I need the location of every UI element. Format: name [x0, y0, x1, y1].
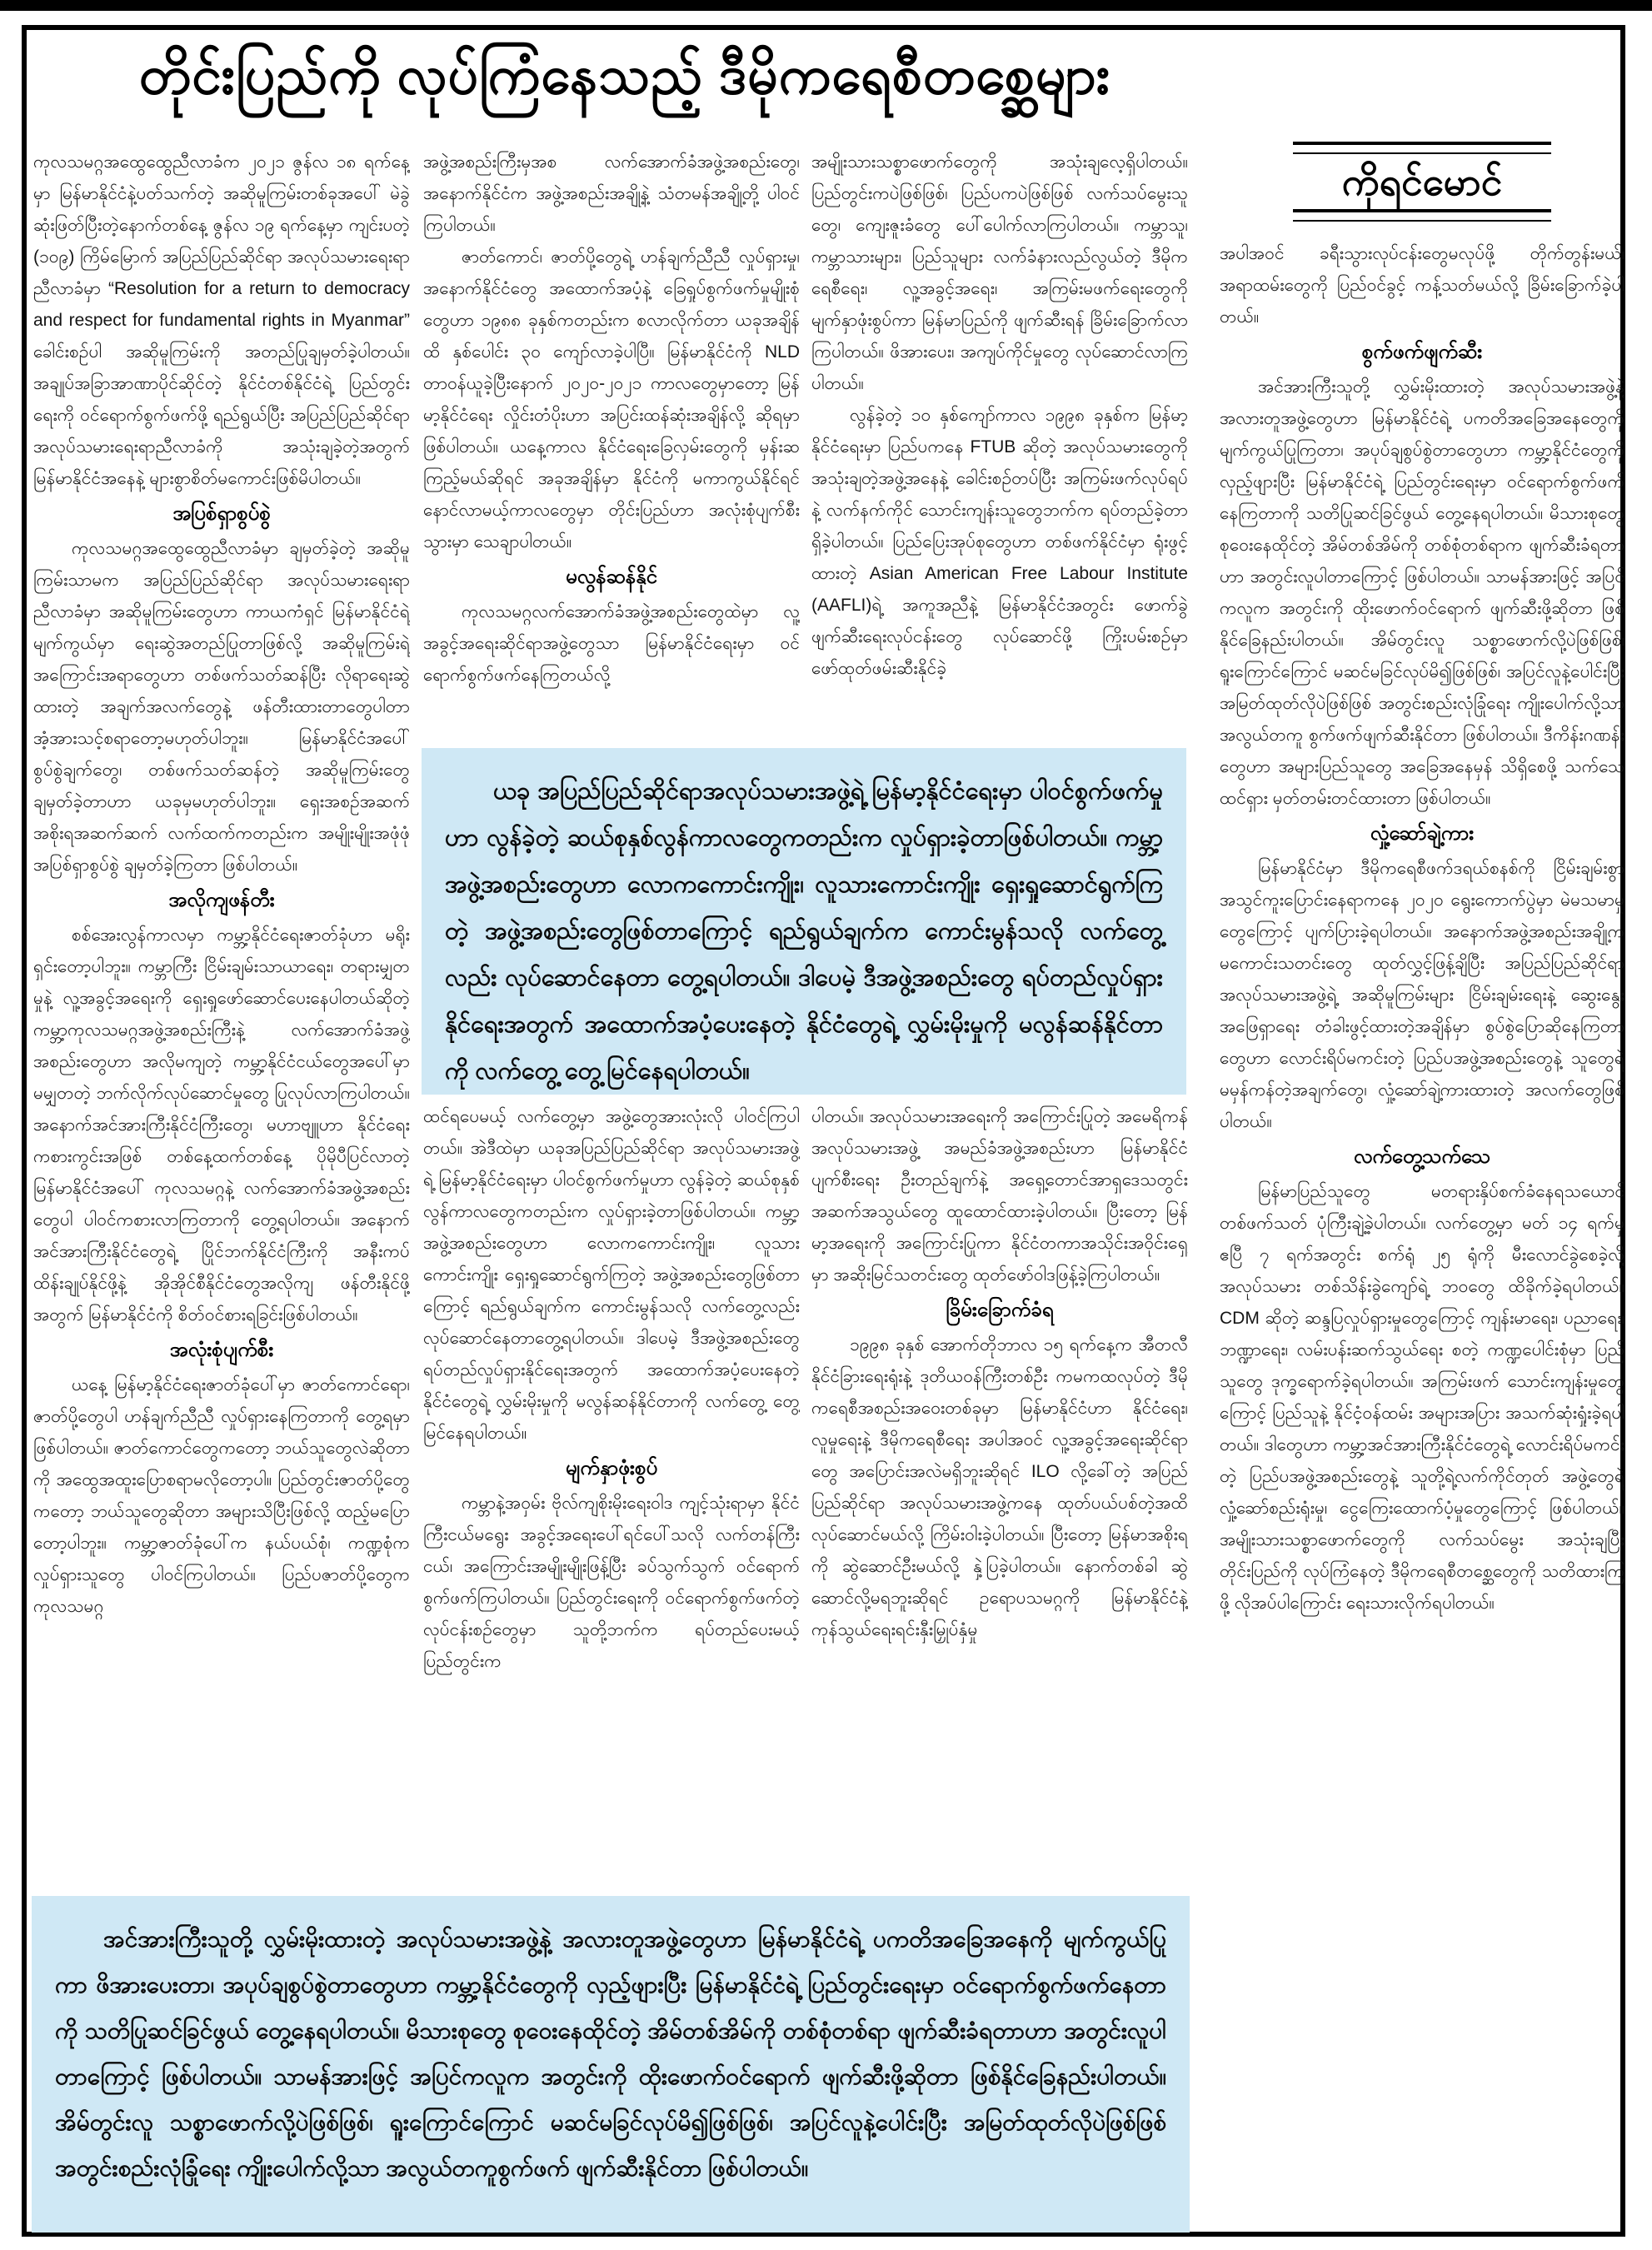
byline-box [1293, 142, 1551, 222]
top-edge-bar [0, 0, 1652, 11]
section-heading: မလွန်ဆန်နိုင် [566, 566, 657, 588]
body-paragraph: ယနေ့ မြန်မာ့နိုင်ငံရေးဇာတ်ခုံပေါ်မှာ ဇာတ်ကောင်ရော၊ ဇာတ်ပို့တွေပါ ဟန်ချက်ညီညီ လှုပ်ရှားနေကြတာကို တွေ့ရမှာဖြစ်ပါတယ်။ ဇာတ်ကောင်တွေကတော့ ဘယ်သူတွေလဲဆိုတာကို အထွေအထူးပြောစရာမလိုတော့ပါ။ ပြည်တွင်းဇာတ်ပို့တွေကတော့ ဘယ်သူတွေဆိုတာ အများသိပြီးဖြစ်လို့ ထည့်မပြောတော့ပါဘူး။ ကမ္ဘာ့ဇာတ်ခုံပေါ်က နယ်ပယ်စုံ၊ ကဏ္ဍစုံက လှုပ်ရှားသူတွေ ပါဝင်ကြပါတယ်။ ပြည်ပဇာတ်ပို့တွေက ကုလသမဂ္ဂ [33, 1375, 410, 1616]
column-4-flow [1220, 238, 1625, 1619]
body-paragraph: ကုလသမဂ္ဂလက်အောက်ခံအဖွဲ့အစည်းတွေထဲမှာ လူ့အခွင့်အရေးဆိုင်ရာအဖွဲ့တွေသာ မြန်မာနိုင်ငံရေးမှာ ဝင်ရောက်စွက်ဖက်နေကြတယ်လို့ [423, 602, 800, 685]
body-paragraph: ထင်ရပေမယ့် လက်တွေ့မှာ အဖွဲ့တွေအားလုံးလို ပါဝင်ကြပါတယ်။ အဲဒီထဲမှာ ယခုအပြည်ပြည်ဆိုင်ရာ အလုပ်သမားအဖွဲ့ရဲ့ မြန်မာ့နိုင်ငံရေးမှာ ပါဝင်စွက်ဖက်မှုဟာ လွန်ခဲ့တဲ့ ဆယ်စုနှစ်လွန်ကာလတွေကတည်းက လှုပ်ရှားခဲ့တာဖြစ်ပါတယ်။ ကမ္ဘာ့အဖွဲ့အစည်းတွေဟာ လောကကောင်းကျိုး၊ လူသားကောင်းကျိုး ရှေးရှုဆောင်ရွက်ကြတဲ့ အဖွဲ့အစည်းတွေဖြစ်တာကြောင့် ရည်ရွယ်ချက်က ကောင်းမွန်သလို လက်တွေ့လည်း လုပ်ဆောင်နေတာတွေ့ရပါတယ်။ ဒါပေမဲ့ ဒီအဖွဲ့အစည်းတွေ ရပ်တည်လှုပ်ရှားနိုင်ရေးအတွက် အထောက်အပံ့ပေးနေတဲ့ နိုင်ငံတွေရဲ့ လွှမ်းမိုးမှုကို မလွန်ဆန်နိုင်တာကို လက်တွေ့ တွေ့မြင်နေရပါတယ်။ [423, 1107, 800, 1443]
author-byline: ကိုရင်မောင် [1341, 160, 1503, 203]
section-heading: လက်တွေ့သက်သေ [1353, 1145, 1491, 1168]
body-paragraph: အဖွဲ့အစည်းကြီးမှအစ လက်အောက်ခံအဖွဲ့အစည်းတွေ၊ အနောက်နိုင်ငံက အဖွဲ့အစည်းအချို့နဲ့ သံတမန်အချို့တို့ ပါဝင်ကြပါတယ်။ [423, 152, 800, 235]
text-column-3-bottom [811, 1101, 1188, 1884]
body-paragraph: ကုလသမဂ္ဂအထွေထွေညီလာခံက ၂၀၂၁ ဇွန်လ ၁၈ ရက်နေ့မှာ မြန်မာနိုင်ငံနဲ့ပတ်သက်တဲ့ အဆိုမူကြမ်းတစ်ခုအပေါ် မဲခွဲဆုံးဖြတ်ပြီးတဲ့နောက်တစ်နေ့ ဇွန်လ ၁၉ ရက်နေ့မှာ ကျင်းပတဲ့ (၁၀၉) ကြိမ်မြောက် အပြည်ပြည်ဆိုင်ရာ အလုပ်သမားရေးရာညီလာခံမှာ “Resolution for a return to democracy and respect for fundamental rights in Myanmar” ခေါင်းစဉ်ပါ အဆိုမူကြမ်းကို အတည်ပြုချမှတ်ခဲ့ပါတယ်။ အချုပ်အခြာအာဏာပိုင်ဆိုင်တဲ့ နိုင်ငံတစ်နိုင်ငံရဲ့ ပြည်တွင်းရေးကို ဝင်ရောက်စွက်ဖက်ဖို့ ရည်ရွယ်ပြီး အပြည်ပြည်ဆိုင်ရာ အလုပ်သမားရေးရာညီလာခံကို အသုံးချခဲ့တဲ့အတွက် မြန်မာနိုင်ငံအနေနဲ့ များစွာစိတ်မကောင်းဖြစ်မိပါတယ်။ [33, 152, 410, 488]
text-column-2-bottom [423, 1101, 800, 1884]
body-paragraph: ကမ္ဘာနဲ့အဝှမ်း ဗိုလ်ကျစိုးမိုးရေးဝါဒ ကျင့်သုံးရာမှာ နိုင်ငံကြီးငယ်မရွေး အခွင့်အရေးပေါ်ရင်ပေါ်သလို လက်တန်ကြီးငယ်၊ အကြောင်းအမျိုးမျိုးဖြန့်ပြီး ခပ်သွက်သွက် ဝင်ရောက်စွက်ဖက်ကြပါတယ်။ ပြည်တွင်းရေးကို ဝင်ရောက်စွက်ဖက်တဲ့ လုပ်ငန်းစဉ်တွေမှာ သူတို့ဘက်က ရပ်တည်ပေးမယ့် ပြည်တွင်းက [423, 1494, 800, 1671]
body-paragraph: ကုလသမဂ္ဂအထွေထွေညီလာခံမှာ ချမှတ်ခဲ့တဲ့ အဆိုမူကြမ်းသာမက အပြည်ပြည်ဆိုင်ရာ အလုပ်သမားရေးရာညီလာခံမှာ အဆိုမူကြမ်းတွေဟာ ကာယကံရှင် မြန်မာနိုင်ငံရဲ့မျက်ကွယ်မှာ ရေးဆွဲအတည်ပြုတာဖြစ်လို့ အဆိုမူကြမ်းရဲ့ အကြောင်းအရာတွေဟာ တစ်ဖက်သတ်ဆန်ပြီး လိုရာရေးဆွဲထားတဲ့ အချက်အလက်တွေနဲ့ ဖန်တီးထားတာတွေပါတာ အံ့အားသင့်စရာတော့မဟုတ်ပါဘူး။ မြန်မာနိုင်ငံအပေါ် စွပ်စွဲချက်တွေ၊ တစ်ဖက်သတ်ဆန်တဲ့ အဆိုမူကြမ်းတွေ ချမှတ်ခဲ့တာဟာ ယခုမှမဟုတ်ပါဘူး။ ရှေးအစဉ်အဆက် အစိုးရအဆက်ဆက် လက်ထက်ကတည်းက အမျိုးမျိုးအဖုံဖုံ အပြစ်ရှာစွပ်စွဲ ချမှတ်ခဲ့ကြတာ ဖြစ်ပါတယ်။ [33, 539, 410, 875]
section-heading: စွက်ဖက်ဖျက်ဆီး [1361, 341, 1483, 363]
body-paragraph: ဇာတ်ကောင်၊ ဇာတ်ပို့တွေရဲ့ ဟန်ချက်ညီညီ လှုပ်ရှားမှု၊ အနောက်နိုင်ငံတွေ အထောက်အပံ့နဲ့ ခြေရှုပ်စွက်ဖက်မှုမျိုးစုံတွေဟာ ၁၉၈၈ ခုနှစ်ကတည်းက စလာလိုက်တာ ယခုအချိန်ထိ နှစ်ပေါင်း ၃၀ ကျော်လာခဲ့ပါပြီ။ မြန်မာနိုင်ငံကို NLD တာဝန်ယူခဲ့ပြီးနောက် ၂၀၂၀-၂၀၂၁ ကာလတွေမှာတော့ မြန်မာ့နိုင်ငံရေး လှိုင်းတံပိုးဟာ အပြင်းထန်ဆုံးအချိန်လို့ ဆိုရမှာဖြစ်ပါတယ်။ ယနေ့ကာလ နိုင်ငံရေးခြေလှမ်းတွေကို မှန်းဆကြည့်မယ်ဆိုရင် အခုအချိန်မှာ နိုင်ငံကို မကာကွယ်နိုင်ရင် နောင်လာမယ့်ကာလတွေမှာ တိုင်းပြည်ဟာ အလုံးစုံပျက်စီးသွားမှာ သေချာပါတယ်။ [423, 247, 800, 551]
body-paragraph: အမျိုးသားသစ္စာဖောက်တွေကို အသုံးချလေ့ရှိပါတယ်။ ပြည်တွင်းကပဲဖြစ်ဖြစ်၊ ပြည်ပကပဲဖြစ်ဖြစ် လက်သပ်မွေးသူတွေ၊ ကျေးဇူးခံတွေ ပေါ်ပေါက်လာကြပါတယ်။ ကမ္ဘာသူ၊ ကမ္ဘာသားများ၊ ပြည်သူများ လက်ခံနားလည်လွယ်တဲ့ ဒီမိုကရေစီရေး၊ လူ့အခွင့်အရေး၊ အကြမ်းမဖက်ရေးတွေကို မျက်နှာဖုံးစွပ်ကာ မြန်မာပြည်ကို ဖျက်ဆီးရန် ခြိမ်းခြောက်လာကြပါတယ်။ ဖိအားပေး၊ အကျပ်ကိုင်မှုတွေ လုပ်ဆောင်လာကြပါတယ်။ [811, 152, 1188, 393]
byline-rule-top [1293, 142, 1551, 154]
body-paragraph: အင်အားကြီးသူတို့ လွှမ်းမိုးထားတဲ့ အလုပ်သမားအဖွဲ့နဲ့ အလားတူအဖွဲ့တွေဟာ မြန်မာနိုင်ငံရဲ့ ပကတိအခြေအနေတွေကို မျက်ကွယ်ပြုကြတာ၊ အပုပ်ချစွပ်စွဲတာတွေဟာ ကမ္ဘာ့နိုင်ငံတွေကို လှည့်ဖျားပြီး မြန်မာနိုင်ငံရဲ့ ပြည်တွင်းရေးမှာ ဝင်ရောက်စွက်ဖက်နေကြတာကို သတိပြုဆင်ခြင်ဖွယ် တွေ့နေရပါတယ်။ မိသားစုတွေ စုဝေးနေထိုင်တဲ့ အိမ်တစ်အိမ်ကို တစ်စုံတစ်ရာက ဖျက်ဆီးခံရတာဟာ အတွင်းလူပါတာကြောင့် ဖြစ်ပါတယ်။ သာမန်အားဖြင့် အပြင်ကလူက အတွင်းကို ထိုးဖောက်ဝင်ရောက် ဖျက်ဆီးဖို့ဆိုတာ ဖြစ်နိုင်ခြေနည်းပါတယ်။ အိမ်တွင်းလူ သစ္စာဖောက်လို့ပဲဖြစ်ဖြစ်၊ ရူးကြောင်ကြောင် မဆင်မခြင်လုပ်မိ၍ဖြစ်ဖြစ်၊ အပြင်လူနဲ့ပေါင်းပြီး အမြတ်ထုတ်လိုပဲဖြစ်ဖြစ် အတွင်းစည်းလုံခြုံရေး ကျိုးပေါက်လို့သာ အလွယ်တကူ စွက်ဖက်ဖျက်ဆီးနိုင်တာ ဖြစ်ပါတယ်။ ဒီကိန်းဂဏန်းတွေဟာ အများပြည်သူတွေ အခြေအနေမှန် သိရှိစေဖို့ သက်သေထင်ရှား မှတ်တမ်းတင်ထားတာ ဖြစ်ပါတယ်။ [1220, 377, 1625, 808]
body-paragraph: လွန်ခဲ့တဲ့ ၁၀ နှစ်ကျော်ကာလ ၁၉၉၈ ခုနှစ်က မြန်မာ့နိုင်ငံရေးမှာ ပြည်ပကနေ FTUB ဆိုတဲ့ အလုပ်သမားတွေကို အသုံးချတဲ့အဖွဲ့အနေနဲ့ ခေါင်းစဉ်တပ်ပြီး အကြမ်းဖက်လုပ်ရပ်နဲ့ လက်နက်ကိုင် သောင်းကျန်းသူတွေဘက်က ရပ်တည်ခဲ့တာ ရှိခဲ့ပါတယ်။ ပြည်ပြေးအုပ်စုတွေဟာ တစ်ဖက်နိုင်ငံမှာ ရုံးဖွင့်ထားတဲ့ Asian American Free Labour Institute (AAFLI)ရဲ့ အကူအညီနဲ့ မြန်မာနိုင်ငံအတွင်း ဖောက်ခွဲဖျက်ဆီးရေးလုပ်ငန်းတွေ လုပ်ဆောင်ဖို့ ကြိုးပမ်းစဉ်မှာ ဖော်ထုတ်ဖမ်းဆီးနိုင်ခဲ့ [811, 406, 1188, 678]
section-heading: မျက်နှာဖုံးစွပ် [565, 1457, 658, 1479]
section-heading: လှုံ့ဆော်ချဲ့ကား [1370, 822, 1475, 845]
text-column-2-top [423, 147, 800, 743]
pull-quote-middle: ယခု အပြည်ပြည်ဆိုင်ရာအလုပ်သမားအဖွဲ့ရဲ့ မြန်မာ့နိုင်ငံရေးမှာ ပါဝင်စွက်ဖက်မှုဟာ လွန်ခဲ့တဲ့ ဆယ်စုနှစ်လွန်ကာလတွေကတည်းက လှုပ်ရှားခဲ့တာဖြစ်ပါတယ်။ ကမ္ဘာ့အဖွဲ့အစည်းတွေဟာ လောကကောင်းကျိုး၊ လူသားကောင်းကျိုး ရှေးရှုဆောင်ရွက်ကြတဲ့ အဖွဲ့အစည်းတွေဖြစ်တာကြောင့် ရည်ရွယ်ချက်က ကောင်းမွန်သလို လက်တွေ့လည်း လုပ်ဆောင်နေတာ တွေ့ရပါတယ်။ ဒါပေမဲ့ ဒီအဖွဲ့အစည်းတွေ ရပ်တည်လှုပ်ရှားနိုင်ရေးအတွက် အထောက်အပံ့ပေးနေတဲ့ နိုင်ငံတွေရဲ့ လွှမ်းမိုးမှုကို မလွန်ဆန်နိုင်တာကို လက်တွေ့ တွေ့မြင်နေရပါတယ်။ [422, 748, 1186, 1095]
text-column-1 [33, 147, 410, 1884]
article-title: တိုင်းပြည်ကို လုပ်ကြံနေသည့် ဒီမိုကရေစီတစ္ဆေများ [138, 45, 1111, 105]
section-heading: အလုံးစုံပျက်စီး [169, 1339, 274, 1361]
section-heading: အလိုကျဖန်တီး [168, 889, 275, 911]
body-paragraph: ၁၉၉၈ ခုနှစ် အောက်တိုဘာလ ၁၅ ရက်နေ့က အီတလီနိုင်ငံခြားရေးရုံးနဲ့ ဒုတိယဝန်ကြီးတစ်ဦး ကမကထလုပ်တဲ့ ဒီမိုကရေစီအစည်းအဝေးတစ်ခုမှာ မြန်မာနိုင်ငံဟာ နိုင်ငံရေး၊ လူမှုရေးနဲ့ ဒီမိုကရေစီရေး အပါအဝင် လူ့အခွင့်အရေးဆိုင်ရာတွေ အပြောင်းအလဲမရှိဘူးဆိုရင် ILO လို့ခေါ်တဲ့ အပြည်ပြည်ဆိုင်ရာ အလုပ်သမားအဖွဲ့ကနေ ထုတ်ပယ်ပစ်တဲ့အထိ လုပ်ဆောင်မယ်လို့ ကြိမ်းဝါးခဲ့ပါတယ်။ ပြီးတော့ မြန်မာအစိုးရကို ဆွဲဆောင်ဦးမယ်လို့ နှဲ့ပြခဲ့ပါတယ်။ နောက်တစ်ခါ ဆွဲဆောင်လို့မရဘူးဆိုရင် ဥရောပသမဂ္ဂကို မြန်မာနိုင်ငံနဲ့ ကုန်သွယ်ရေးရင်းနှီးမြှုပ်နှံမှု [811, 1335, 1188, 1639]
pull-quote-bottom: အင်အားကြီးသူတို့ လွှမ်းမိုးထားတဲ့ အလုပ်သမားအဖွဲ့နဲ့ အလားတူအဖွဲ့တွေဟာ မြန်မာနိုင်ငံရဲ့ ပကတိအခြေအနေကို မျက်ကွယ်ပြုကာ ဖိအားပေးတာ၊ အပုပ်ချစွပ်စွဲတာတွေဟာ ကမ္ဘာ့နိုင်ငံတွေကို လှည့်ဖျားပြီး မြန်မာနိုင်ငံရဲ့ ပြည်တွင်းရေးမှာ ဝင်ရောက်စွက်ဖက်နေတာကို သတိပြုဆင်ခြင်ဖွယ် တွေ့နေရပါတယ်။ မိသားစုတွေ စုဝေးနေထိုင်တဲ့ အိမ်တစ်အိမ်ကို တစ်စုံတစ်ရာ ဖျက်ဆီးခံရတာဟာ အတွင်းလူပါတာကြောင့် ဖြစ်ပါတယ်။ သာမန်အားဖြင့် အပြင်ကလူက အတွင်းကို ထိုးဖောက်ဝင်ရောက် ဖျက်ဆီးဖို့ဆိုတာ ဖြစ်နိုင်ခြေနည်းပါတယ်။ အိမ်တွင်းလူ သစ္စာဖောက်လို့ပဲဖြစ်ဖြစ်၊ ရူးကြောင်ကြောင် မဆင်မခြင်လုပ်မိ၍ဖြစ်ဖြစ်၊ အပြင်လူနဲ့ပေါင်းပြီး အမြတ်ထုတ်လိုပဲဖြစ်ဖြစ် အတွင်းစည်းလုံခြုံရေး ကျိုးပေါက်လို့သာ အလွယ်တကူစွက်ဖက် ဖျက်ဆီးနိုင်တာ ဖြစ်ပါတယ်။ [32, 1896, 1190, 2233]
body-paragraph: အပါအဝင် ခရီးသွားလုပ်ငန်းတွေမလုပ်ဖို့ တိုက်တွန်းမယ်၊ အရာထမ်းတွေကို ပြည်ဝင်ခွင့် ကန့်သတ်မယ်လို့ ခြိမ်းခြောက်ခဲ့ပါတယ်။ [1220, 244, 1625, 327]
body-paragraph: မြန်မာနိုင်ငံမှာ ဒီမိုကရေစီဖက်ဒရယ်စနစ်ကို ငြိမ်းချမ်းစွာ အသွင်ကူးပြောင်းနေရာကနေ ၂၀၂၀ ရွေးကောက်ပွဲမှာ မဲမသမာမှုတွေကြောင့် ပျက်ပြားခဲ့ရပါတယ်။ အနောက်အဖွဲ့အစည်းအချို့က မကောင်းသတင်းတွေ ထုတ်လွှင့်ဖြန့်ချိပြီး အပြည်ပြည်ဆိုင်ရာ အလုပ်သမားအဖွဲ့ရဲ့ အဆိုမူကြမ်းများ ငြိမ်းချမ်းရေးနဲ့ ဆွေးနွေးအဖြေရှာရေး တံခါးဖွင့်ထားတဲ့အချိန်မှာ စွပ်စွဲပြောဆိုနေကြတာတွေဟာ လောင်းရိပ်မကင်းတဲ့ ပြည်ပအဖွဲ့အစည်းတွေနဲ့ သူတွေရဲ့ မမှန်ကန်တဲ့အချက်တွေ၊ လှုံ့ဆော်ချဲ့ကားထားတဲ့ အလက်တွေဖြစ်ပါတယ်။ [1220, 859, 1625, 1131]
body-paragraph: မြန်မာပြည်သူတွေ မတရားနှိပ်စက်ခံနေရသယောင် တစ်ဖက်သတ် ပုံကြီးချဲ့ခဲ့ပါတယ်။ လက်တွေ့မှာ မတ် ၁၄ ရက်မှ ဧပြီ ၇ ရက်အတွင်း စက်ရုံ ၂၅ ရုံကို မီးလောင်ခွဲစေခဲ့လို့ အလုပ်သမား တစ်သိန်းခွဲကျော်ရဲ့ ဘဝတွေ ထိခိုက်ခဲ့ရပါတယ်။ CDM ဆိုတဲ့ ဆန္ဒပြလှုပ်ရှားမှုတွေကြောင့် ကျန်းမာရေး၊ ပညာရေး၊ ဘဏ္ဍာရေး၊ လမ်းပန်းဆက်သွယ်ရေး စတဲ့ ကဏ္ဍပေါင်းစုံမှာ ပြည်သူတွေ ဒုက္ခရောက်ခဲ့ရပါတယ်။ အကြမ်းဖက် သောင်းကျန်းမှုတွေကြောင့် ပြည်သူနဲ့ နိုင်ငံ့ဝန်ထမ်း အများအပြား အသက်ဆုံးရှုံးခဲ့ရပါတယ်။ ဒါတွေဟာ ကမ္ဘာ့အင်အားကြီးနိုင်ငံတွေရဲ့ လောင်းရိပ်မကင်းတဲ့ ပြည်ပအဖွဲ့အစည်းတွေနဲ့ သူတို့ရဲ့လက်ကိုင်တုတ် အဖွဲ့တွေရဲ့ လှုံ့ဆော်စည်းရုံးမှု၊ ငွေကြေးထောက်ပံ့မှုတွေကြောင့် ဖြစ်ပါတယ်။ အမျိုးသားသစ္စာဖောက်တွေကို လက်သပ်မွေး အသုံးချပြီး တိုင်းပြည်ကို လုပ်ကြံနေတဲ့ ဒီမိုကရေစီတစ္ဆေတွေကို သတိထားကြဖို့ လိုအပ်ပါကြောင်း ရေးသားလိုက်ရပါတယ်။ [1220, 1182, 1625, 1613]
text-column-3-top [811, 147, 1188, 743]
text-column-4 [1220, 140, 1625, 2231]
section-heading: အပြစ်ရှာစွပ်စွဲ [172, 502, 271, 525]
body-paragraph: စစ်အေးလွန်ကာလမှာ ကမ္ဘာ့နိုင်ငံရေးဇာတ်ခုံဟာ မရိုးရှင်းတော့ပါဘူး။ ကမ္ဘာကြီး ငြိမ်းချမ်းသာယာရေး၊ တရားမျှတမှုနဲ့ လူ့အခွင့်အရေးကို ရှေးရှုဖော်ဆောင်ပေးနေပါတယ်ဆိုတဲ့ ကမ္ဘာ့ကုလသမဂ္ဂအဖွဲ့အစည်းကြီးနဲ့ လက်အောက်ခံအဖွဲ့အစည်းတွေဟာ အလိုမကျတဲ့ ကမ္ဘာ့နိုင်ငံငယ်တွေအပေါ်မှာ မမျှတတဲ့ ဘက်လိုက်လုပ်ဆောင်မှုတွေ ပြုလုပ်လာကြပါတယ်။ အနောက်အင်အားကြီးနိုင်ငံကြီးတွေ၊ မဟာဗျူဟာ နိုင်ငံရေးကစားကွင်းအဖြစ် တစ်နေ့ထက်တစ်နေ့ ပိုမိုပီပြင်လာတဲ့ မြန်မာနိုင်ငံအပေါ် ကုလသမဂ္ဂနဲ့ လက်အောက်ခံအဖွဲ့အစည်းတွေပါ ပါဝင်ကစားလာကြတာကို တွေ့ရပါတယ်။ အနောက်အင်အားကြီးနိုင်ငံတွေရဲ့ ပြိုင်ဘက်နိုင်ငံကြီးကို အနီးကပ်ထိန်းချုပ်နိုင်ဖို့နဲ့ အိုအိုင်စီနိုင်ငံတွေအလိုကျ ဖန်တီးနိုင်ဖို့အတွက် မြန်မာနိုင်ငံကို စိတ်ဝင်စားရခြင်းဖြစ်ပါတယ်။ [33, 925, 410, 1325]
section-heading: ခြိမ်းခြောက်ခံရ [946, 1299, 1054, 1321]
byline-rule-bottom [1293, 209, 1551, 222]
body-paragraph: ပါတယ်။ အလုပ်သမားအရေးကို အကြောင်းပြုတဲ့ အမေရိကန်အလုပ်သမားအဖွဲ့ အမည်ခံအဖွဲ့အစည်းဟာ မြန်မာနိုင်ငံပျက်စီးရေး ဦးတည်ချက်နဲ့ အရှေ့တောင်အာရှဒေသတွင်း အဆက်အသွယ်တွေ ထူထောင်ထားခဲ့ပါတယ်။ ပြီးတော့ မြန်မာ့အရေးကို အကြောင်းပြုကာ နိုင်ငံတကာအသိုင်းအဝိုင်းရှေ့မှာ အဆိုးမြင်သတင်းတွေ ထုတ်ဖော်ဝါဒဖြန့်ခဲ့ကြပါတယ်။ [811, 1107, 1188, 1285]
